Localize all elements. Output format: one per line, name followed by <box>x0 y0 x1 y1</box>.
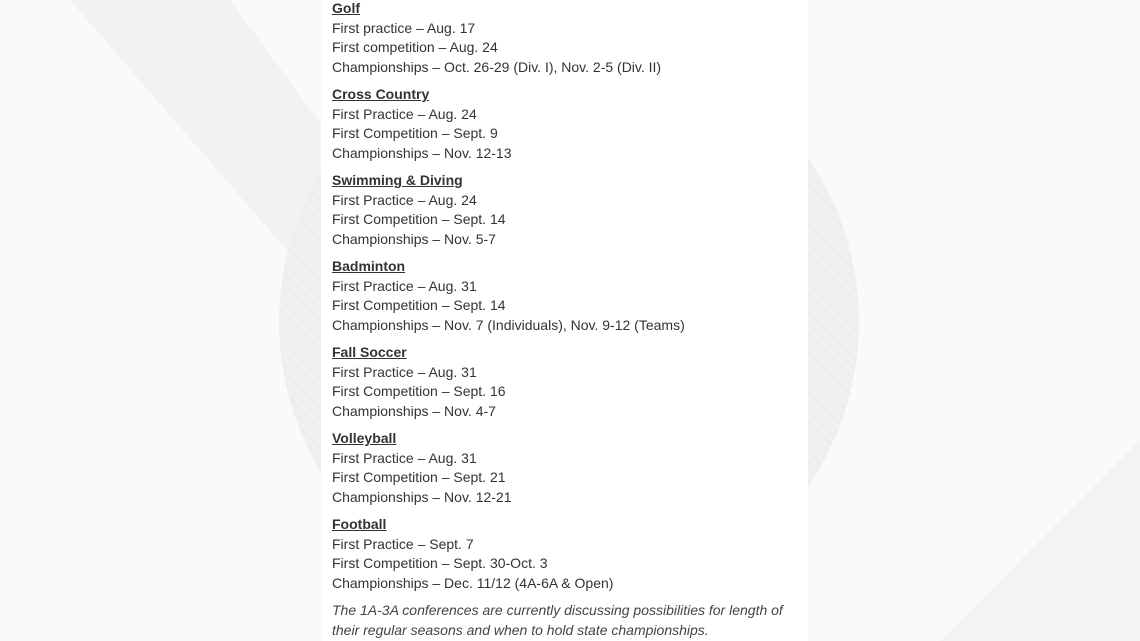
schedule-line: Championships – Nov. 12-13 <box>332 144 512 161</box>
section-gap <box>332 77 794 85</box>
schedule-line: First Competition – Sept. 9 <box>332 125 498 141</box>
sport-heading: Football <box>332 516 387 532</box>
sport-heading: Golf <box>332 0 360 16</box>
schedule-line: First Practice – Aug. 24 <box>332 105 477 122</box>
schedule-line: First Competition – Sept. 14 <box>332 211 506 227</box>
schedule-line: Championships – Nov. 7 (Individuals), Nov. 9-12 (Teams) <box>332 316 685 333</box>
schedule-line: First Competition – Sept. 16 <box>332 383 506 399</box>
schedule-line: Championships – Dec. 11/12 (4A-6A & Open) <box>332 574 614 591</box>
diagonal-stripe-right <box>940 440 1140 641</box>
schedule-line: First practice – Aug. 17 <box>332 19 476 36</box>
sport-schedule-5 <box>332 429 794 507</box>
sport-heading: Badminton <box>332 258 406 274</box>
schedule-line: First Practice – Aug. 24 <box>332 191 477 208</box>
footnote-text: The 1A-3A conferences are currently discussing possibilities for length of their regular seasons and when to hold state championships. <box>332 602 783 638</box>
sport-heading: Volleyball <box>332 430 397 446</box>
schedule-line: Championships – Nov. 12-21 <box>332 488 512 505</box>
schedule-line: First Competition – Sept. 21 <box>332 469 506 485</box>
sport-schedule-0 <box>332 0 794 77</box>
schedule-line: First Practice – Aug. 31 <box>332 277 477 294</box>
schedule-line: Championships – Nov. 4-7 <box>332 402 496 419</box>
sport-schedule-3 <box>332 257 794 335</box>
schedule-line: Championships – Oct. 26-29 (Div. I), Nov. 2-5 (Div. II) <box>332 58 662 75</box>
section-gap <box>332 507 794 515</box>
schedule-line: First Practice – Aug. 31 <box>332 449 477 466</box>
schedule-line: First Practice – Sept. 7 <box>332 535 474 552</box>
sport-schedule-2 <box>332 171 794 249</box>
sport-schedule-1 <box>332 85 794 163</box>
section-gap <box>332 421 794 429</box>
schedule-line: First Competition – Sept. 14 <box>332 297 506 313</box>
schedule-line: First Competition – Sept. 30-Oct. 3 <box>332 555 548 571</box>
schedule-line: First Practice – Aug. 31 <box>332 363 477 380</box>
section-gap <box>332 335 794 343</box>
sport-heading: Cross Country <box>332 86 430 102</box>
section-gap <box>332 249 794 257</box>
sport-schedule-4 <box>332 343 794 421</box>
article-body <box>321 0 808 641</box>
schedule-line: First competition – Aug. 24 <box>332 39 498 55</box>
schedule-line: Championships – Nov. 5-7 <box>332 230 496 247</box>
sport-heading: Fall Soccer <box>332 344 407 360</box>
sport-schedule-6 <box>332 515 794 593</box>
sport-heading: Swimming & Diving <box>332 172 463 188</box>
section-gap <box>332 163 794 171</box>
